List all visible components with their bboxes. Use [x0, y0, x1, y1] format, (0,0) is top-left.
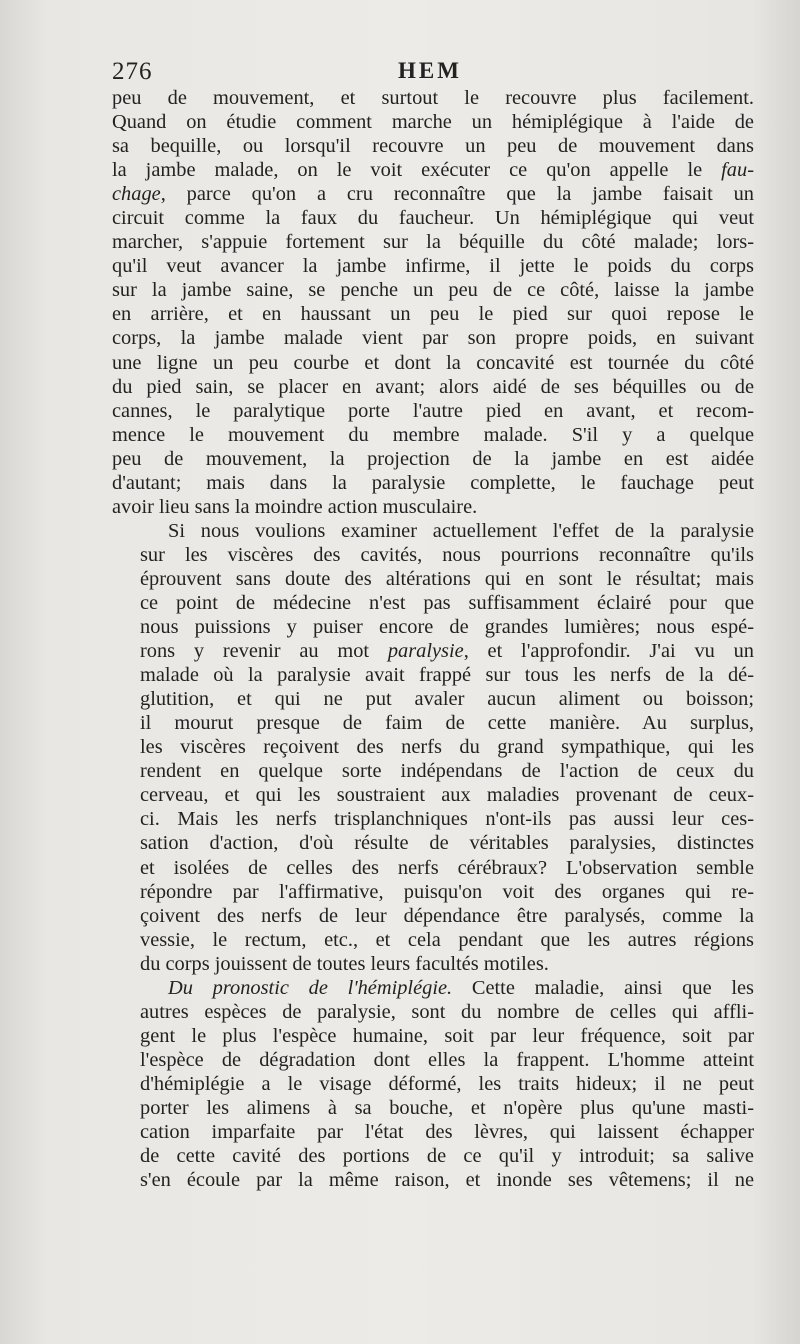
text-line: ci. Mais les nerfs trisplanchniques n'ont-ils pas aussi leur ces- [140, 808, 754, 831]
body-text [112, 86, 754, 1192]
text-line: corps, la jambe malade vient par son propre poids, en suivant [112, 327, 754, 350]
text-line: circuit comme la faux du faucheur. Un hémiplégique qui veut [112, 207, 754, 230]
text-line: çoivent des nerfs de leur dépendance être paralysés, comme la [140, 904, 754, 927]
text-line: s'en écoule par la même raison, et inonde ses vêtemens; il ne [140, 1169, 754, 1192]
text-line: rendent en quelque sorte indépendans de l'action de ceux du [140, 760, 754, 783]
text-line: répondre par l'affirmative, puisqu'on voit des organes qui re- [140, 880, 754, 903]
text-line: l'espèce de dégradation dont elles la frappent. L'homme atteint [140, 1048, 754, 1071]
page-number: 276 [112, 58, 153, 85]
text-line: avoir lieu sans la moindre action musculaire. [112, 495, 478, 518]
text-line: autres espèces de paralysie, sont du nombre de celles qui affli- [140, 1000, 754, 1023]
text-line: éprouvent sans doute des altérations qui en sont le résultat; mais [140, 567, 754, 590]
text-line: de cette cavité des portions de ce qu'il y introduit; sa salive [140, 1145, 754, 1168]
text-line: peu de mouvement, et surtout le recouvre plus facilement. [112, 87, 754, 109]
text-line: Quand on étudie comment marche un hémiplégique à l'aide de [112, 111, 754, 134]
text-line: ce point de médecine n'est pas suffisamment éclairé pour que [140, 591, 754, 614]
text-line: une ligne un peu courbe et dont la concavité est tournée du côté [112, 351, 754, 374]
text-line: porter les alimens à sa bouche, et n'opère plus qu'une masti- [140, 1096, 754, 1119]
text-line: sa bequille, ou lorsqu'il recouvre un peu de mouvement dans [112, 135, 754, 158]
text-line: et isolées de celles des nerfs cérébraux? L'observation semble [140, 856, 754, 879]
text-line: il mourut presque de faim de cette manière. Au surplus, [140, 712, 754, 735]
text-line: d'autant; mais dans la paralysie complette, le fauchage peut [112, 471, 754, 494]
text-line: qu'il veut avancer la jambe infirme, il jette le poids du corps [112, 255, 754, 278]
text-line: gent le plus l'espèce humaine, soit par leur fréquence, soit par [140, 1024, 754, 1047]
text-line: glutition, et qui ne put avaler aucun aliment ou boisson; [140, 688, 754, 711]
text-line: sur la jambe saine, se penche un peu de ce côté, laisse la jambe [112, 279, 754, 302]
text-line: sur les viscères des cavités, nous pourrions reconnaître qu'ils [140, 543, 754, 566]
page-header [112, 58, 754, 88]
text-line: cerveau, et qui les soustraient aux maladies provenant de ceux- [140, 784, 754, 807]
paragraph-visceres [112, 519, 754, 976]
text-line: mence le mouvement du membre malade. S'il y a quelque [112, 423, 754, 446]
text-line: du corps jouissent de toutes leurs facultés motiles. [140, 952, 549, 975]
text-line: en arrière, et en haussant un peu le pied sur quoi repose le [112, 303, 754, 326]
text-line: Si nous voulions examiner actuellement l'effet de la paralysie [168, 519, 754, 542]
text-line: la jambe malade, on le voit exécuter ce qu'on appelle le fau- [112, 159, 754, 182]
paragraph-fauchage [112, 86, 754, 519]
text-line: rons y revenir au mot paralysie, et l'approfondir. J'ai vu un [140, 640, 754, 663]
text-line: d'hémiplégie a le visage déformé, les traits hideux; il ne peut [140, 1072, 754, 1095]
text-line: du pied sain, se placer en avant; alors aidé de ses béquilles ou de [112, 375, 754, 398]
text-line: malade où la paralysie avait frappé sur tous les nerfs de la dé- [140, 664, 754, 687]
paragraph-pronostic [112, 976, 754, 1192]
text-line: cation imparfaite par l'état des lèvres, qui laissent échapper [140, 1121, 754, 1144]
text-line: Du pronostic de l'hémiplégie. Cette maladie, ainsi que les [168, 976, 754, 999]
running-head: HEM [398, 58, 462, 83]
text-line: peu de mouvement, la projection de la jambe en est aidée [112, 447, 754, 470]
text-line: cannes, le paralytique porte l'autre pied en avant, et recom- [112, 399, 754, 422]
text-line: chage, parce qu'on a cru reconnaître que la jambe faisait un [112, 183, 754, 206]
text-line: marcher, s'appuie fortement sur la béquille du côté malade; lors- [112, 231, 754, 254]
text-line: sation d'action, d'où résulte de véritables paralysies, distinctes [140, 832, 754, 855]
text-line: vessie, le rectum, etc., et cela pendant que les autres régions [140, 928, 754, 951]
text-line: les viscères reçoivent des nerfs du grand sympathique, qui les [140, 736, 754, 759]
text-line: nous puissions y puiser encore de grandes lumières; nous espé- [140, 616, 754, 639]
